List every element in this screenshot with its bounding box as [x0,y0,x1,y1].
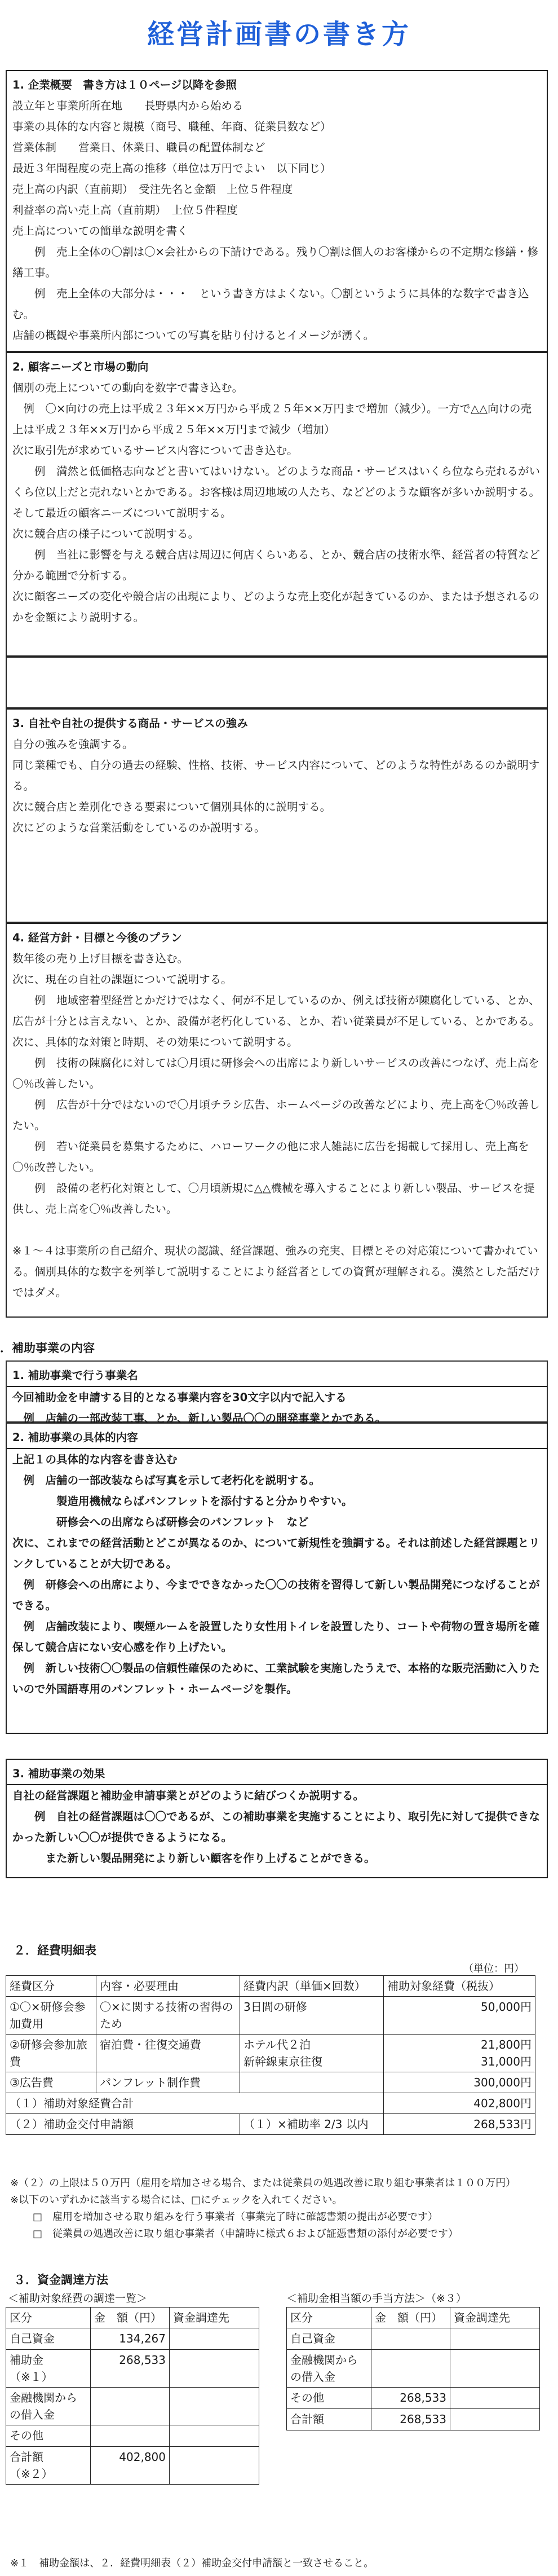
table-header-row [287,2308,540,2328]
table-cell [91,2388,170,2425]
text-line: 研修会への出席ならば研修会のパンフレット など [12,1516,309,1529]
section-heading: 2. 顧客ニーズと市場の動向 [12,360,149,373]
grant-calc: （１）×補助率 2/3 以内 [240,2114,384,2135]
text-line: 営業体制 営業日、休業日、職員の配置体制など [12,141,265,154]
text-line: 次に、現在の自社の課題について説明する。 [12,973,232,986]
total-label: （１）補助対象経費合計 [6,2093,384,2114]
text-line: 例 若い従業員を募集するために、ハローワークの他に求人雑誌に広告を掲載して採用し、売上高を〇％改善したい。 [12,1140,529,1174]
table-row [6,2328,259,2350]
grant-label: （２）補助金交付申請額 [6,2114,240,2135]
text-line: ※１～４は事業所の自己紹介、現状の認識、経営課題、強みの充実、目標とその対応策について書かれている。個別具体的な数字を列挙して説明することにより経営者としての資質が理解される。漠然とした話だけではダメ。 [12,1244,541,1299]
text-line: 例 店舗の一部改装工事、とか、新しい製品〇〇の開発事業とかである。 [12,1412,387,1425]
text-line: 数年後の売り上げ目標を書き込む。 [12,952,189,965]
funding-right-caption: ＜補助金相当額の手当方法＞（※３） [286,2292,467,2305]
section-business-plan [6,923,548,1318]
text-line: 例 技術の陳腐化に対しては〇月頃に研修会への出席により新しいサービスの改善につなげ、売上高を〇％改善したい。 [12,1056,539,1090]
table-row [287,2350,540,2388]
funding-footnote: ※１ 補助金額は、２．経費明細表（２）補助金交付申請額と一致させること。 [10,2557,374,2569]
hojo-project-effect [6,1759,548,1878]
table-cell [450,2409,540,2430]
table-row [287,2409,540,2430]
table-cell: 金融機関からの借入金 [6,2388,91,2425]
table-row [287,2388,540,2409]
table-cell [371,2328,450,2350]
section-spacer [6,657,548,708]
text-line: 次に顧客ニーズの変化や競合店の出現により、どのような売上変化が起きているのか、または予想されるのかを金額により説明する。 [12,590,540,624]
table-header: 金 額（円） [91,2308,170,2328]
text-line: 製造用機械ならばパンフレットを添付すると分かりやすい。 [12,1495,353,1508]
expense-total-row [6,2093,535,2114]
text-line: 次に取引先が求めているサービス内容について書き込む。 [12,444,298,457]
table-cell: 268,533 [91,2350,170,2388]
table-cell: 自己資金 [6,2328,91,2350]
table-cell: 21,800円 31,000円 [384,2035,535,2072]
table-cell: ②研修会参加旅費 [6,2035,96,2072]
funding-left-caption: ＜補助対象経費の調達一覧＞ [8,2292,148,2305]
note-line: ※以下のいずれかに該当する場合には、□にチェックを入れてください。 [10,2194,343,2206]
text-line: 店舗の概観や事業所内部についての写真を貼り付けるとイメージが湧く。 [12,329,375,342]
funding-right-table [286,2307,540,2430]
table-cell: 134,267 [91,2328,170,2350]
table-header: 区分 [287,2308,371,2328]
table-cell: 補助金 （※１） [6,2350,91,2388]
text-line: 自分の強みを強調する。 [12,738,134,751]
table-header-row [6,2308,259,2328]
expense-header-row [6,1976,535,1997]
note-line: □ 従業員の処遇改善に取り組む事業者（申請時に様式６および証憑書類の添付が必要です） [33,2228,459,2240]
funding-left-table [6,2307,259,2485]
table-cell: その他 [287,2388,371,2409]
text-line: 例 当社に影響を与える競合店は周辺に何店くらいある、とか、競合店の技術水準、経営者の特質など分かる範囲で分析する。 [12,548,541,582]
text-line: 例 研修会への出席により、今までできなかった〇〇の技術を習得して新しい製品開発につなげることができる。 [12,1578,540,1612]
table-header: 金 額（円） [371,2308,450,2328]
section-heading: 4. 経営方針・目標と今後のプラン [12,931,182,944]
table-cell [371,2350,450,2388]
table-header: 資金調達先 [450,2308,540,2328]
table-header: 資金調達先 [170,2308,259,2328]
table-cell: ホテル代２泊 新幹線東京往復 [240,2035,384,2072]
hojo-section-label: ．補助事業の内容 [0,1341,95,1355]
hojo-project-name [6,1360,548,1423]
section-heading: 3. 自社や自社の提供する商品・サービスの強み [12,717,248,730]
table-cell: ①〇×研修会参加費用 [6,1997,96,2035]
text-line: 例 売上全体の大部分は・・・ という書き方はよくない。〇割というように具体的な数字で書き込む。 [12,287,529,321]
text-line: 利益率の高い売上高（直前期） 上位５件程度 [12,204,238,217]
expense-grant-row [6,2114,535,2135]
table-cell: 金融機関からの借入金 [287,2350,371,2388]
table-cell: 268,533 [371,2409,450,2430]
text-line: 今回補助金を申請する目的となる事業内容を30文字以内で記入する [12,1391,347,1404]
text-line: 例 店舗の一部改装ならば写真を示して老朽化を説明する。 [12,1474,321,1487]
table-header: 経費区分 [6,1976,96,1997]
section-heading: 3. 補助事業の効果 [7,1763,547,1785]
table-cell: 自己資金 [287,2328,371,2350]
table-header: 内容・必要理由 [96,1976,240,1997]
text-line: 次に、これまでの経営活動とどこが異なるのか、について新規性を強調する。それは前述した経営課題とリンクしていることが大切である。 [12,1536,540,1570]
table-cell: パンフレット制作費 [96,2072,240,2093]
text-line: また新しい製品開発により新しい顧客を作り上げることができる。 [12,1852,375,1865]
table-header: 経費内訳（単価×回数） [240,1976,384,1997]
text-line: 次に競合店と差別化できる要素について個別具体的に説明する。 [12,800,331,813]
note-line: ※（２）の上限は５０万円（雇用を増加させる場合、または従業員の処遇改善に取り組む事業者は１００万円） [10,2177,516,2189]
text-line: 例 店舗改装により、喫煙ルームを設置したり女性用トイレを設置したり、コートや荷物の置き場所を確保して競合店にない安心感を作り上げたい。 [12,1620,540,1654]
table-header: 区分 [6,2308,91,2328]
text-line: 次に、具体的な対策と時期、その効果について説明する。 [12,1036,298,1049]
table-row [6,1997,535,2035]
table-cell: 合計額 （※２） [6,2447,91,2485]
table-cell: 〇×に関する技術の習得のため [96,1997,240,2035]
text-line: 売上高についての簡単な説明を書く [12,224,188,237]
table-cell: 合計額 [287,2409,371,2430]
text-line: 個別の売上についての動向を数字で書き込む。 [12,381,243,394]
section-strengths [6,708,548,923]
table-row [6,2425,259,2447]
table-row [6,2072,535,2093]
table-cell [170,2425,259,2447]
table-cell [450,2388,540,2409]
table-cell: 宿泊費・往復交通費 [96,2035,240,2072]
table-cell: 402,800 [91,2447,170,2485]
table-cell [450,2328,540,2350]
section-heading: 1. 補助事業で行う事業名 [7,1365,547,1387]
text-line: 設立年と事業所所在地 長野県内から始める [12,99,243,112]
text-line: 例 新しい技術〇〇製品の信頼性確保のために、工業試験を実施したうえで、本格的な販売活動に入りたいので外国語専用のパンフレット・ホームページを製作。 [12,1662,540,1696]
text-line: 次にどのような営業活動をしているのか説明する。 [12,821,265,834]
text-line [12,1219,541,1240]
text-line: 例 満然と低価格志向などと書いてはいけない。どのような商品・サービスはいくら位なら売れるがいくら位以上だと売れないとかである。お客様は周辺地域の人たち、などどのような顧客が多いか説明する。そして最近の顧客ニーズについて説明する。 [12,465,541,519]
table-cell: 300,000円 [384,2072,535,2093]
grant-value: 268,533円 [384,2114,535,2135]
funding-heading: ３．資金調達方法 [14,2273,108,2287]
table-row [6,2350,259,2388]
text-line: 上記１の具体的な内容を書き込む [12,1453,178,1466]
table-row [6,2388,259,2425]
table-cell [91,2425,170,2447]
text-line: 例 売上全体の〇割は〇×会社からの下請けである。残り〇割は個人のお客様からの不定期な修繕・修繕工事。 [12,245,538,279]
text-line: 例 設備の老朽化対策として、〇月頃新規に△△機械を導入することにより新しい製品、サービスを提供し、売上高を〇％改善したい。 [12,1182,535,1216]
text-line: 例 〇×向けの売上は平成２３年××万円から平成２５年××万円まで増加（減少）。一方で△△向けの売上は平成２３年××万円から平成２５年××万円まで減少（増加） [12,402,532,436]
hojo-project-detail [6,1423,548,1734]
text-line: 例 広告が十分ではないので〇月頃チラシ広告、ホームページの改善などにより、売上高を〇％改善したい。 [12,1098,540,1132]
text-line: 次に競合店の様子について説明する。 [12,527,200,540]
table-cell: 268,533 [371,2388,450,2409]
table-row [6,2035,535,2072]
table-cell [240,2072,384,2093]
note-line: □ 雇用を増加させる取り組みを行う事業者（事業完了時に確認書類の提出が必要です） [33,2211,439,2223]
table-cell [170,2388,259,2425]
section-heading: 1. 企業概要 書き方は１０ページ以降を参照 [12,78,237,91]
expense-heading: ２．経費明細表 [14,1944,96,1957]
text-line: 最近３年間程度の売上高の推移（単位は万円でよい 以下同じ） [12,162,331,175]
table-row [287,2328,540,2350]
page-title: 経営計画書の書き方 [147,19,411,50]
expense-unit: （単位：円） [463,1963,524,1975]
expense-table [6,1975,535,2135]
text-line: 売上高の内訳（直前期） 受注先名と金額 上位５件程度 [12,183,293,196]
section-company-overview [6,70,548,352]
text-line: 例 自社の経営課題は〇〇であるが、この補助事業を実施することにより、取引先に対して提供できなかった新しい〇〇が提供できるようになる。 [12,1810,541,1844]
total-value: 402,800円 [384,2093,535,2114]
section-customer-needs [6,352,548,657]
table-cell: 50,000円 [384,1997,535,2035]
table-cell [170,2447,259,2485]
table-cell [170,2350,259,2388]
text-line: 事業の具体的な内容と規模（商号、職種、年商、従業員数など） [12,120,331,133]
text-line: 自社の経営課題と補助金申請事業とがどのように結びつくか説明する。 [12,1789,365,1802]
section-heading: 2. 補助事業の具体的内容 [7,1427,547,1449]
table-cell: その他 [6,2425,91,2447]
table-cell: ③広告費 [6,2072,96,2093]
text-line: 例 地域密着型経営とかだけではなく、何が不足しているのか、例えば技術が陳腐化している、とか、広告が十分とは言えない、とか、設備が老朽化している、とか、若い従業員が不足している、とかである。 [12,994,541,1028]
table-row [6,2447,259,2485]
table-cell [170,2328,259,2350]
table-header: 補助対象経費（税抜） [384,1976,535,1997]
expense-notes [10,2175,540,2243]
table-cell [450,2350,540,2388]
table-cell: 3日間の研修 [240,1997,384,2035]
text-line: 同じ業種でも、自分の過去の経験、性格、技術、サービス内容について、どのような特性があるのか説明する。 [12,759,540,792]
